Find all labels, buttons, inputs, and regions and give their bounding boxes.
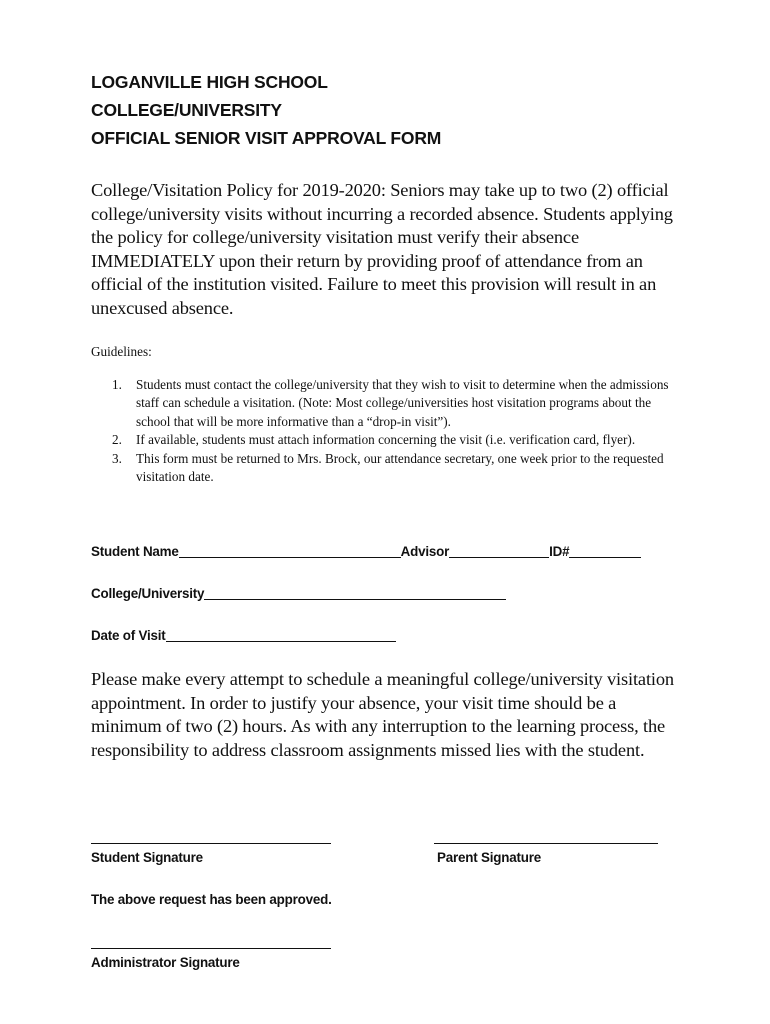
administrator-signature-label: Administrator Signature — [91, 955, 240, 970]
parent-signature-line[interactable] — [434, 843, 658, 844]
advisor-label: Advisor — [400, 544, 450, 559]
guideline-text: If available, students must attach information concerning the visit (i.e. verification card, flyer). — [136, 432, 636, 448]
student-name-field[interactable] — [179, 544, 401, 558]
administrator-signature-line[interactable] — [91, 948, 331, 949]
guidelines-heading: Guidelines: — [91, 344, 152, 359]
student-signature-label: Student Signature — [91, 850, 203, 865]
date-of-visit-label: Date of Visit — [91, 628, 166, 643]
college-university-label: College/University — [91, 586, 205, 601]
guideline-item — [108, 376, 688, 431]
advisor-field[interactable] — [449, 544, 549, 558]
school-name: LOGANVILLE HIGH SCHOOL — [91, 72, 328, 92]
approval-statement: The above request has been approved. — [91, 892, 332, 907]
guideline-number: 2. — [112, 432, 122, 448]
guideline-text: Students must contact the college/university that they wish to visit to determine when the admissions staff can schedule a visitation. (Note: Most college/universities host visitation programs about the school that will be more informative than a “drop-in visit”). — [136, 377, 669, 429]
guideline-text: This form must be returned to Mrs. Brock, our attendance secretary, one week prior to the requested visitation date. — [136, 450, 664, 485]
college-row — [91, 585, 506, 603]
form-header — [91, 68, 441, 152]
guidelines-list — [108, 376, 688, 486]
id-label: ID# — [549, 544, 570, 559]
visitation-policy-paragraph: College/Visitation Policy for 2019-2020: Seniors may take up to two (2) official college/university visits without incurring a recorded absence. Students applying the policy for college/university visitation must verify their absence IMMEDIATELY upon their return by providing proof of attendance from an official of the institution visited. Failure to meet this provision will result in an unexcused absence. — [91, 180, 673, 318]
college-university-field[interactable] — [204, 586, 506, 600]
id-field[interactable] — [569, 544, 641, 558]
student-info-row — [91, 543, 641, 561]
parent-signature-label: Parent Signature — [437, 850, 541, 865]
guideline-number: 1. — [112, 377, 122, 392]
student-name-label: Student Name — [91, 544, 179, 559]
form-title: OFFICIAL SENIOR VISIT APPROVAL FORM — [91, 128, 442, 148]
date-of-visit-field[interactable] — [166, 628, 396, 642]
header-subtitle: COLLEGE/UNIVERSITY — [91, 100, 282, 120]
date-row — [91, 627, 396, 645]
student-signature-line[interactable] — [91, 843, 331, 844]
guideline-number: 3. — [112, 450, 122, 466]
guideline-item — [108, 431, 688, 449]
guideline-item — [108, 450, 688, 487]
closing-paragraph: Please make every attempt to schedule a meaningful college/university visitation appointment. In order to justify your absence, your visit time should be a minimum of two (2) hours. As with any interruption to the learning process, the responsibility to address classroom assignments missed lies with the student. — [91, 669, 674, 760]
